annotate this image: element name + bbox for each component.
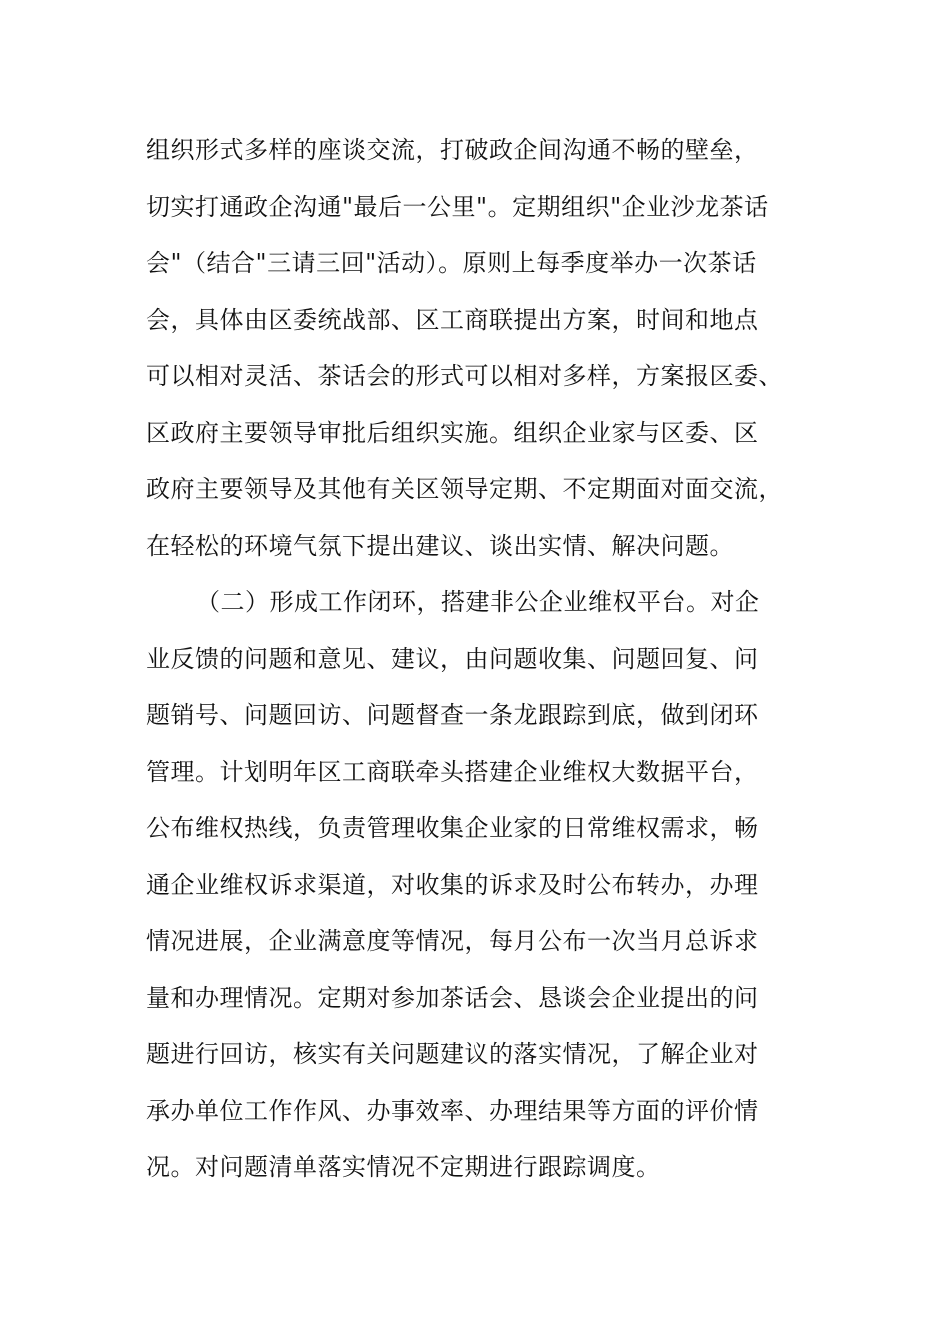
text-line: 承办单位工作作风、办事效率、办理结果等方面的评价情 — [146, 1096, 759, 1125]
text-line: 情况进展，企业满意度等情况，每月公布一次当月总诉求 — [146, 927, 759, 955]
text-line: 管理。计划明年区工商联牵头搭建企业维权大数据平台， — [146, 757, 759, 786]
text-line: 量和办理情况。定期对参加茶话会、恳谈会企业提出的问 — [146, 983, 759, 1012]
text-line: 会，具体由区委统战部、区工商联提出方案，时间和地点 — [146, 305, 759, 334]
paragraph-2 — [146, 574, 826, 1196]
text-line: 可以相对灵活、茶话会的形式可以相对多样，方案报区委、 — [146, 362, 783, 390]
text-line: 区政府主要领导审批后组织实施。组织企业家与区委、区 — [146, 418, 759, 447]
text-line: 政府主要领导及其他有关区领导定期、不定期面对面交流， — [146, 475, 783, 503]
text-line: 切实打通政企沟通"最后一公里"。定期组织"企业沙龙茶话 — [146, 192, 769, 221]
text-line: 组织形式多样的座谈交流，打破政企间沟通不畅的壁垒， — [146, 136, 759, 164]
text-line: 业反馈的问题和意见、建议，由问题收集、问题回复、问 — [146, 644, 759, 673]
text-line: 题销号、问题回访、问题督查一条龙跟踪到底，做到闭环 — [146, 701, 759, 729]
text-line: 通企业维权诉求渠道，对收集的诉求及时公布转办，办理 — [146, 870, 759, 899]
paragraph-1 — [146, 122, 826, 574]
text-line: 在轻松的环境气氛下提出建议、谈出实情、解决问题。 — [146, 531, 734, 560]
text-line: 公布维权热线，负责管理收集企业家的日常维权需求，畅 — [146, 814, 759, 842]
text-line: 会"（结合"三请三回"活动）。原则上每季度举办一次茶话 — [146, 249, 757, 277]
text-line: 题进行回访，核实有关问题建议的落实情况，了解企业对 — [146, 1040, 759, 1068]
text-line: 况。对问题清单落实情况不定期进行跟踪调度。 — [146, 1153, 661, 1181]
section-heading-line: （二）形成工作闭环，搭建非公企业维权平台。对企 — [196, 588, 760, 616]
document-body — [146, 122, 826, 1196]
